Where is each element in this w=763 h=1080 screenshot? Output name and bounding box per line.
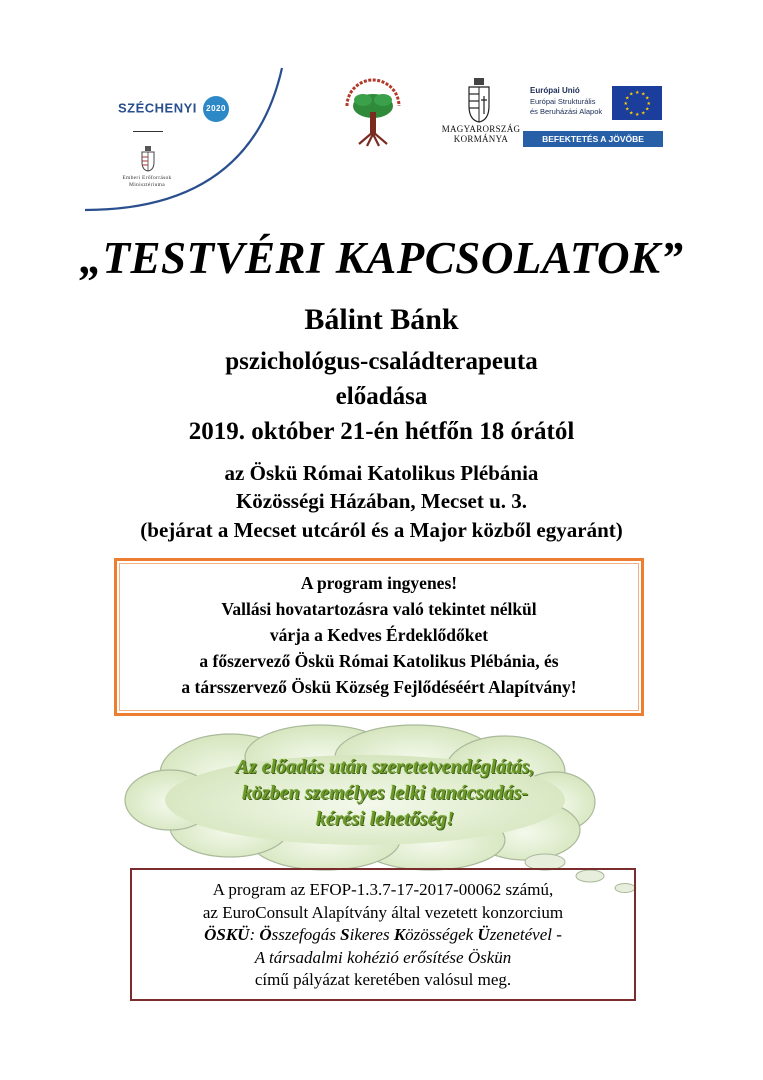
- venue-line-3: (bejárat a Mecset utcáról és a Major közből egyaránt): [140, 518, 623, 542]
- funding-line-1: A program az EFOP-1.3.7-17-2017-00062 számú,: [212, 880, 554, 899]
- coat-of-arms-icon: [140, 146, 156, 172]
- svg-text:★: ★: [635, 112, 640, 118]
- info-line: A program ingyenes!: [300, 573, 458, 593]
- info-line: Vallási hovatartozásra való tekintet nélkül: [221, 599, 537, 619]
- funding-line-4: A társadalmi kohézió erősítése Öskün: [254, 947, 512, 967]
- eu-line-1: Európai Unió: [530, 86, 580, 95]
- svg-text:★: ★: [645, 106, 650, 113]
- svg-text:★: ★: [623, 101, 628, 107]
- info-line: a főszervező Öskü Római Katolikus Plébánia, és: [199, 651, 559, 671]
- svg-text:★: ★: [641, 110, 646, 117]
- cloud-line: közben személyes lelki tanácsadás-: [241, 782, 529, 804]
- government-line-1: MAGYARORSZÁG: [441, 124, 521, 134]
- svg-text:★: ★: [646, 101, 651, 107]
- osku-acronym: ÖSKÜ: [204, 925, 250, 944]
- government-line-2: KORMÁNYA: [453, 134, 509, 144]
- svg-text:★: ★: [629, 91, 634, 98]
- event-date: 2019. október 21-én hétfőn 18 órától: [188, 418, 575, 445]
- government-logo-text: [440, 124, 522, 144]
- szechenyi-word: SZÉCHENYI: [118, 100, 197, 116]
- svg-text:★: ★: [629, 110, 634, 117]
- eu-banner: BEFEKTETÉS A JÖVŐBE: [523, 131, 663, 147]
- svg-text:★: ★: [641, 91, 646, 98]
- venue-line-1: az Öskü Római Katolikus Plébánia: [224, 461, 539, 485]
- info-line: a társszervező Öskü Község Fejlődéséért Alapítvány!: [181, 677, 577, 697]
- eu-line-3: és Beruházási Alapok: [530, 107, 603, 116]
- szechenyi-2020-logo: [118, 96, 229, 122]
- eu-text: [530, 86, 614, 118]
- speaker-name: Bálint Bánk: [304, 303, 459, 336]
- venue-line-2: Közösségi Házában, Mecset u. 3.: [235, 489, 528, 513]
- hungarian-coat-of-arms-icon: [466, 78, 492, 124]
- szechenyi-year-badge: 2020: [203, 96, 229, 122]
- info-box-text: [114, 570, 644, 700]
- logo-divider: [133, 131, 163, 132]
- funding-line-2: az EuroConsult Alapítvány által vezetett konzorcium: [202, 902, 564, 922]
- funding-line-3: ÖSKÜ: Összefogás Sikeres Közösségek Üzenetével -: [204, 925, 562, 944]
- eu-flag: [612, 86, 662, 120]
- tree-logo-icon: [333, 72, 413, 152]
- svg-text:★: ★: [645, 95, 650, 102]
- cloud-text: [170, 754, 600, 832]
- emmi-text: Emberi Erőforrások Minisztériuma: [122, 175, 172, 188]
- eu-line-2: Európai Strukturális: [530, 96, 596, 106]
- funding-box-text: [130, 879, 636, 992]
- eu-stars-icon: [612, 86, 662, 120]
- cloud-line: kérési lehetőség!: [315, 808, 455, 830]
- svg-text:★: ★: [635, 90, 640, 96]
- event-title: „TESTVÉRI KAPCSOLATOK”: [79, 233, 684, 283]
- funding-line-5: című pályázat keretében valósul meg.: [254, 970, 512, 989]
- info-line: várja a Kedves Érdeklődőket: [269, 625, 489, 645]
- svg-text:★: ★: [625, 95, 630, 102]
- talk-label: előadása: [335, 383, 428, 410]
- speaker-role: pszichológus-családterapeuta: [225, 348, 538, 375]
- svg-text:★: ★: [625, 106, 630, 113]
- cloud-line: Az előadás után szeretetvendéglátás,: [235, 756, 535, 778]
